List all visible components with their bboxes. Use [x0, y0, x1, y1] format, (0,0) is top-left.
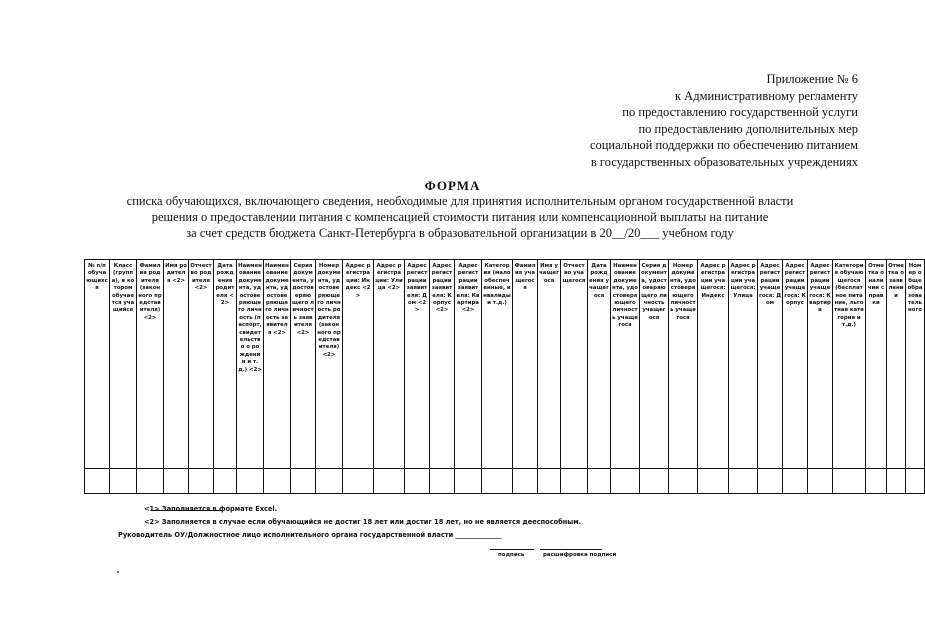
table-cell[interactable] [538, 469, 561, 494]
table-cell[interactable] [455, 469, 482, 494]
scan-dot [117, 571, 119, 573]
table-cell[interactable] [513, 469, 538, 494]
column-header: Адрес регистрации заявителя: Квартира <2> [455, 260, 482, 469]
appendix-block [590, 71, 858, 170]
column-header: Категория (малообеспеченные, инвалиды и т.д.) [482, 260, 513, 469]
table-header-row [85, 260, 925, 469]
signatory-line: Руководитель ОУ/Должностное лицо исполнительного органа государственной власти ______________ [118, 531, 502, 539]
table-cell[interactable] [561, 469, 588, 494]
decoding-underline [540, 549, 602, 550]
column-header: Адрес регистрации учащегося: Улица [729, 260, 758, 469]
footnote-2: <2> Заполняется в случае если обучающийся не достиг 18 лет или достиг 18 лет, но не является дееспособным. [144, 518, 582, 526]
appendix-line: Приложение № 6 [766, 72, 858, 86]
column-header: Номер документа, удостоверяющего личность родителя (законного представителя) <2> [316, 260, 343, 469]
column-header: Адрес регистрации заявителя: Корпус <2> [430, 260, 455, 469]
appendix-line: к Административному регламенту [674, 88, 858, 103]
decoding-caption: расшифровка подписи [543, 552, 617, 558]
table-cell[interactable] [906, 469, 925, 494]
table-cell[interactable] [698, 469, 729, 494]
column-header: Фамилия учащегося [513, 260, 538, 469]
column-header: Имя учащегося [538, 260, 561, 469]
table-cell[interactable] [611, 469, 640, 494]
table-cell[interactable] [758, 469, 783, 494]
table-row [85, 469, 925, 494]
table-cell[interactable] [887, 469, 906, 494]
table-cell[interactable] [405, 469, 430, 494]
table-cell[interactable] [729, 469, 758, 494]
column-header: Дата рождения родителя <2> [214, 260, 237, 469]
table-cell[interactable] [164, 469, 189, 494]
column-header: Адрес регистрации учащегося: Корпус [783, 260, 808, 469]
signature-caption: подпись [498, 552, 525, 558]
column-header: Категория обучающегося (бесплатное питание, льготная категория и т.д.) [833, 260, 866, 469]
column-header: Номер общеобразовательного [906, 260, 925, 469]
column-header: Дата рождения учащегося [588, 260, 611, 469]
appendix-line: по предоставлению дополнительных мер [638, 121, 858, 136]
signature-underline [490, 549, 534, 550]
table-cell[interactable] [833, 469, 866, 494]
table-cell[interactable] [808, 469, 833, 494]
column-header: Отметка о наличии справки [866, 260, 887, 469]
column-header: Наименование документа, удостоверяющего личность (паспорт, свидетельство о рождении и т.д.) <2> [237, 260, 264, 469]
appendix-line: социальной поддержки по обеспечению питанием [589, 138, 858, 152]
table-cell[interactable] [430, 469, 455, 494]
table-cell[interactable] [291, 469, 316, 494]
column-header: Имя родителя <2> [164, 260, 189, 469]
column-header: № п/п обучающихся [85, 260, 110, 469]
table-cell[interactable] [588, 469, 611, 494]
column-header: Адрес регистрации учащегося: Квартира [808, 260, 833, 469]
appendix-line: в государственных образовательных учреждениях [590, 154, 858, 169]
column-header: Отчество учащегося [561, 260, 588, 469]
table-cell[interactable] [264, 469, 291, 494]
table-cell[interactable] [374, 469, 405, 494]
table-cell[interactable] [214, 469, 237, 494]
table-cell[interactable] [640, 469, 669, 494]
subtitle-line: списка обучающихся, включающего сведения, необходимые для принятия исполнительным органом государственной власти [126, 194, 794, 208]
column-header: Номер документа, удостоверяющего личность учащегося [669, 260, 698, 469]
footnotes [118, 503, 581, 542]
table-cell[interactable] [316, 469, 343, 494]
subtitle-line: решения о предоставлении питания с компенсацией стоимости питания или компенсационной выплаты на питание [151, 210, 769, 224]
column-header: Наименование документа, удостоверяющего личность заявителя <2> [264, 260, 291, 469]
table-cell[interactable] [343, 469, 374, 494]
table-cell[interactable] [866, 469, 887, 494]
students-table [84, 259, 925, 494]
column-header: Серия документа, удостоверяющего личность учащегося [640, 260, 669, 469]
column-header: Отчество родителя <2> [189, 260, 214, 469]
table-cell[interactable] [189, 469, 214, 494]
column-header: Класс (группа), в котором обучается учащийся [110, 260, 137, 469]
column-header: Отметка о заявлении [887, 260, 906, 469]
table-cell[interactable] [783, 469, 808, 494]
table-cell[interactable] [137, 469, 164, 494]
table-cell[interactable] [669, 469, 698, 494]
table-cell[interactable] [482, 469, 513, 494]
form-subtitle [100, 193, 820, 241]
form-title: ФОРМА [424, 178, 481, 193]
column-header: Адрес регистрации заявителя: Дом <2> [405, 260, 430, 469]
column-header: Серия документа, удостоверяющего личность заявителя <2> [291, 260, 316, 469]
table-cell[interactable] [237, 469, 264, 494]
table-body [85, 469, 925, 494]
column-header: Фамилия родителя (законного представителя) <2> [137, 260, 164, 469]
column-header: Адрес регистрации: Индекс <2> [343, 260, 374, 469]
table-cell[interactable] [85, 469, 110, 494]
footnote-1: <1> Заполняется в формате Excel. [144, 505, 278, 513]
column-header: Адрес регистрации учащегося: Индекс [698, 260, 729, 469]
table-cell[interactable] [110, 469, 137, 494]
appendix-line: по предоставлению государственной услуги [622, 105, 858, 119]
subtitle-line: за счет средств бюджета Санкт-Петербурга в образовательной организации в 20__/20___ учебном году [186, 226, 734, 240]
column-header: Наименование документа, удостоверяющего личность учащегося [611, 260, 640, 469]
column-header: Адрес регистрации: Улица <2> [374, 260, 405, 469]
column-header: Адрес регистрации учащегося: Дом [758, 260, 783, 469]
